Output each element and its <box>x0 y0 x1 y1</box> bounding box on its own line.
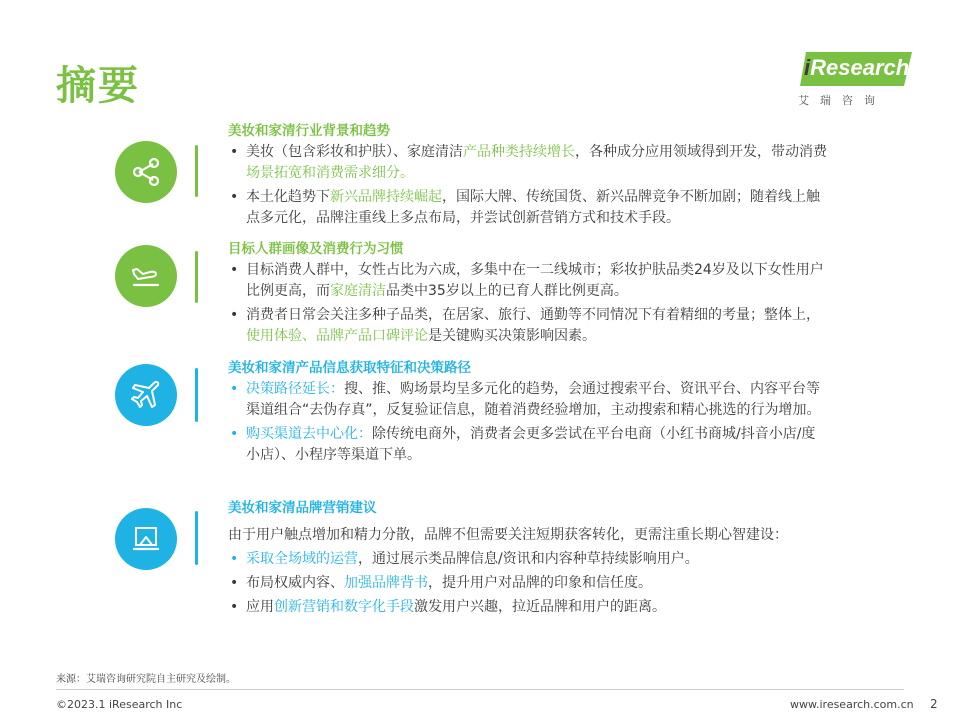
text-segment: ，各种成分应用领域得到开发，带动消费 <box>575 144 827 160</box>
section-intro: 由于用户触点增加和精力分散，品牌不但需要关注短期获客转化，更需注重长期心智建设： <box>228 527 788 543</box>
text-segment: 目标消费人群中，女性占比为六成，多集中在一二线城市；彩妆护肤品类24岁及以下女性用户比例更高，而 <box>246 262 824 299</box>
text-segment: ，提升用户对品牌的印象和信任度。 <box>428 575 652 591</box>
section-industry-background <box>228 122 828 232</box>
bullet-item <box>228 187 828 229</box>
bullet-item <box>228 142 828 184</box>
bullet-list <box>228 142 828 229</box>
bullet-item <box>228 597 828 618</box>
section-divider-bar <box>195 251 198 303</box>
copyright-text: ©2023.1 iResearch Inc <box>56 698 183 711</box>
section-marketing-advice <box>228 499 828 621</box>
highlight-text: 新兴品牌持续崛起 <box>330 189 442 205</box>
text-segment: 品类中35岁以上的已育人群比例更高。 <box>386 283 628 299</box>
section-info-decision-path <box>228 359 828 469</box>
bullet-list <box>228 379 828 466</box>
presentation-board-icon <box>115 508 177 570</box>
text-segment: 是关键购买决策影响因素。 <box>428 328 596 344</box>
text-segment: ，通过展示类品牌信息/资讯和内容种草持续影响用户。 <box>358 551 699 567</box>
highlight-text: 采取全场域的运营 <box>246 551 358 567</box>
text-segment: ，国际大牌、传统国货、新兴品牌竞争不断加剧；随着线上触点多元化，品牌注重线上多点布局，并尝试创新营销方式和技术手段。 <box>246 189 820 226</box>
bullet-list <box>228 260 828 347</box>
highlight-text: 使用体验、品牌产品口碑评论 <box>246 328 428 344</box>
website-link[interactable]: www.iresearch.com.cn <box>790 698 914 711</box>
highlight-text: 场景拓宽和消费需求细分。 <box>246 165 414 181</box>
section-divider-bar <box>195 511 198 565</box>
text-segment: 美妆（包含彩妆和护肤）、家庭清洁 <box>246 144 463 160</box>
iresearch-logo <box>792 48 914 110</box>
highlight-text: 加强品牌背书 <box>344 575 428 591</box>
section-title: 目标人群画像及消费行为习惯 <box>228 241 404 257</box>
highlight-text: 购买渠道去中心化： <box>246 426 372 442</box>
footer-divider <box>56 689 904 690</box>
text-segment: 除传统电商外，消费者会更多尝试在平台电商（小红书商城/抖音小店/度小店）、小程序等渠道下单。 <box>246 426 816 463</box>
bullet-item <box>228 549 828 570</box>
section-title: 美妆和家清品牌营销建议 <box>228 500 377 516</box>
text-segment: 激发用户兴趣，拉近品牌和用户的距离。 <box>414 599 666 615</box>
text-segment: 应用 <box>246 599 274 615</box>
share-icon <box>115 141 177 203</box>
highlight-text: 产品种类持续增长 <box>463 144 575 160</box>
highlight-text: 创新营销和数字化手段 <box>274 599 414 615</box>
text-segment: 布局权威内容、 <box>246 575 344 591</box>
bullet-item <box>228 305 828 347</box>
section-target-audience <box>228 240 828 350</box>
bullet-list <box>228 549 828 618</box>
bullet-item <box>228 379 828 421</box>
page-title: 摘要 <box>56 63 140 109</box>
logo-chinese-name: 艾瑞咨询 <box>798 94 886 107</box>
airplane-landing-icon <box>115 245 177 307</box>
text-segment: 本土化趋势下 <box>246 189 330 205</box>
bullet-item <box>228 424 828 466</box>
section-title: 美妆和家清产品信息获取特征和决策路径 <box>228 360 471 376</box>
text-segment: 消费者日常会关注多种子品类，在居家、旅行、通勤等不同情况下有着精细的考量；整体上， <box>246 307 820 323</box>
airplane-icon <box>115 364 177 426</box>
highlight-text: 家庭清洁 <box>330 283 386 299</box>
bullet-item <box>228 260 828 302</box>
page-number: 2 <box>930 697 938 711</box>
logo-wordmark-rest: Research <box>810 55 910 80</box>
text-segment: 搜、推、购场景均呈多元化的趋势，会通过搜索平台、资讯平台、内容平台等渠道组合“去伪存真”，反复验证信息，随着消费经验增加，主动搜索和精心挑选的行为增加。 <box>246 381 821 418</box>
source-note: 来源：艾瑞咨询研究院自主研究及绘制。 <box>56 674 236 685</box>
highlight-text: 决策路径延长： <box>246 381 344 397</box>
logo-wordmark <box>804 55 909 81</box>
bullet-item <box>228 573 828 594</box>
section-title: 美妆和家清行业背景和趋势 <box>228 123 390 139</box>
section-divider-bar <box>195 145 198 197</box>
section-divider-bar <box>195 368 198 422</box>
logo-wordmark-i: i <box>804 55 811 80</box>
